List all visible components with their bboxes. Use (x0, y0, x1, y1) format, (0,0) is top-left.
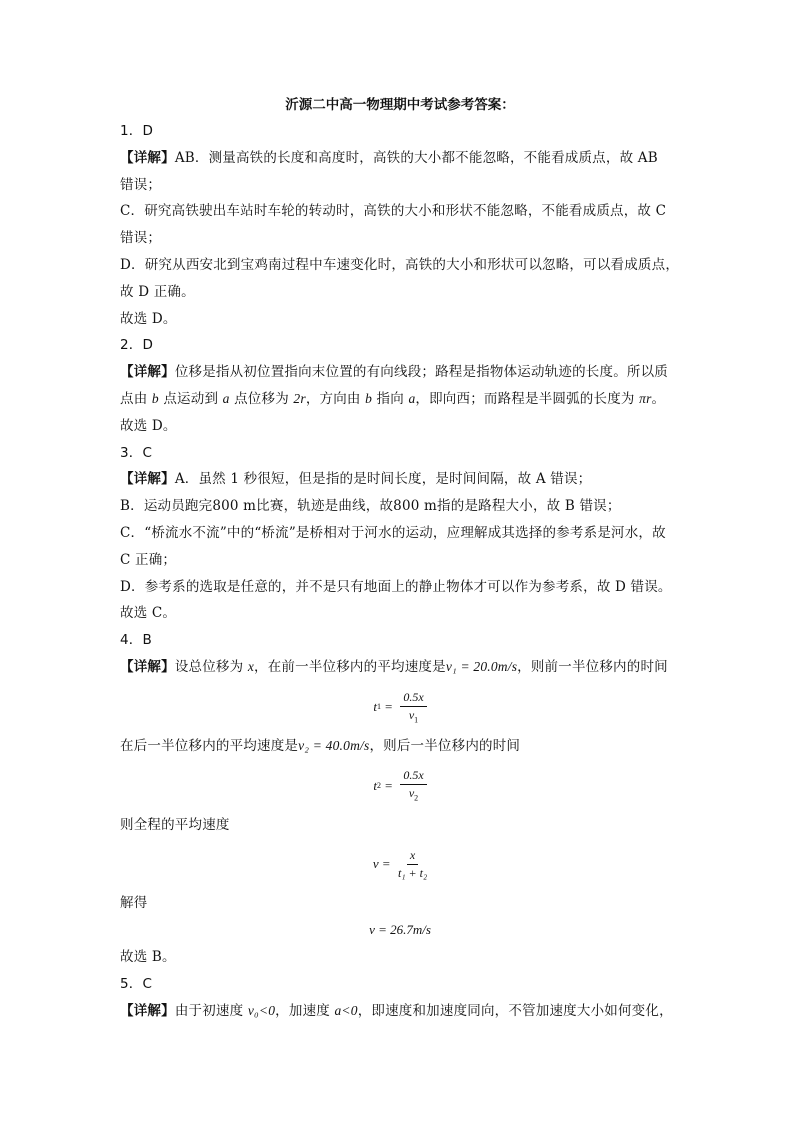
formula-t1: t 1 = $\frac{0.5x}{v_1}$ (120, 681, 680, 733)
q1-number: 1．D (120, 123, 154, 139)
q2-line-3: 故选 D。 (120, 417, 177, 434)
q4-line-4: 解得 (120, 895, 148, 912)
q1-line-2: 错误； (120, 176, 162, 193)
explain-tag: 【详解】 (120, 658, 175, 675)
q1-line-6: 故 D 正确。 (120, 283, 195, 300)
formula-t2: t 2 = $\frac{0.5x}{v_2}$ (120, 760, 680, 812)
q3-line-4: C 正确； (120, 551, 177, 568)
explain-tag: 【详解】 (120, 471, 175, 488)
explain-tag: 【详解】 (120, 1002, 175, 1019)
q2-line-2: 点由 b 点运动到 a 点位移为 2r，方向由 b 指向 a，即向西；而路程是半圆弧的长度为 πr。 (120, 390, 666, 407)
formula-result: v = 26.7m/s (369, 922, 431, 938)
fraction-t1: $\frac{0.5x}{v_1}$ (400, 690, 426, 724)
q4-number: 4．B (120, 632, 152, 649)
q2-number: 2．D (120, 337, 154, 354)
q4-line-2: 在后一半位移内的平均速度是v₂ = 40.0m/s，则后一半位移内的时间 (120, 737, 521, 754)
explain-tag: 【详解】 (120, 364, 175, 381)
q1-line-7: 故选 D。 (120, 310, 177, 327)
v1-equation: v₁ = 20.0m/s (445, 658, 518, 674)
document-title: 沂源二中高一物理期中考试参考答案： (285, 97, 515, 113)
q3-line-1: 【详解】A．虽然 1 秒很短，但是指的是时间长度，是时间间隔，故 A 错误； (120, 471, 592, 488)
q1-line-1: 【详解】AB．测量高铁的长度和高度时，高铁的大小都不能忽略，不能看成质点，故 AB (120, 149, 658, 166)
explain-tag: 【详解】 (120, 149, 175, 166)
q4-line-5: 故选 B。 (120, 948, 176, 965)
fraction-avg-v: $\frac{x}{\text{t₁ + t₂}}$ (398, 847, 428, 880)
q4-line-1: 【详解】设总位移为 x，在前一半位移内的平均速度是v₁ = 20.0m/s，则前一半位移内的时间 (120, 658, 668, 675)
q1-line-5: D．研究从西安北到宝鸡南过程中车速变化时，高铁的大小和形状可以忽略，可以看成质点， (120, 256, 680, 273)
q3-number: 3．C (120, 444, 153, 461)
q3-line-5: D．参考系的选取是任意的，并不是只有地面上的静止物体才可以作为参考系，故 D 错误。 (120, 578, 672, 595)
q1-line-3: C．研究高铁驶出车站时车轮的转动时，高铁的大小和形状不能忽略，不能看成质点，故 C (120, 203, 667, 220)
q5-number: 5．C (120, 975, 153, 992)
q3-line-6: 故选 C。 (120, 605, 177, 622)
formula-avg-v: v = $\frac{x}{\text{t₁ + t₂}}$ (372, 847, 428, 880)
q3-line-2: B．运动员跑完800 m比赛，轨迹是曲线，故800 m指的是路程大小，故 B 错误； (120, 498, 621, 515)
v2-equation: v₂ = 40.0m/s (298, 737, 370, 753)
q1-line-4: 错误； (120, 230, 162, 247)
q4-line-3: 则全程的平均速度 (120, 816, 230, 833)
q5-line-1: 【详解】由于初速度 v₀<0，加速度 a<0，即速度和加速度同向，不管加速度大小如何变化， (120, 1002, 673, 1019)
answer-document (120, 92, 680, 1024)
q3-line-3: C．“桥流水不流”中的“桥流”是桥相对于河水的运动，应理解成其选择的参考系是河水，故 (120, 524, 666, 541)
fraction-t2: $\frac{0.5x}{v_2}$ (400, 768, 426, 802)
q2-line-1: 【详解】位移是指从初位置指向末位置的有向线段；路程是指物体运动轨迹的长度。所以质 (120, 364, 669, 381)
